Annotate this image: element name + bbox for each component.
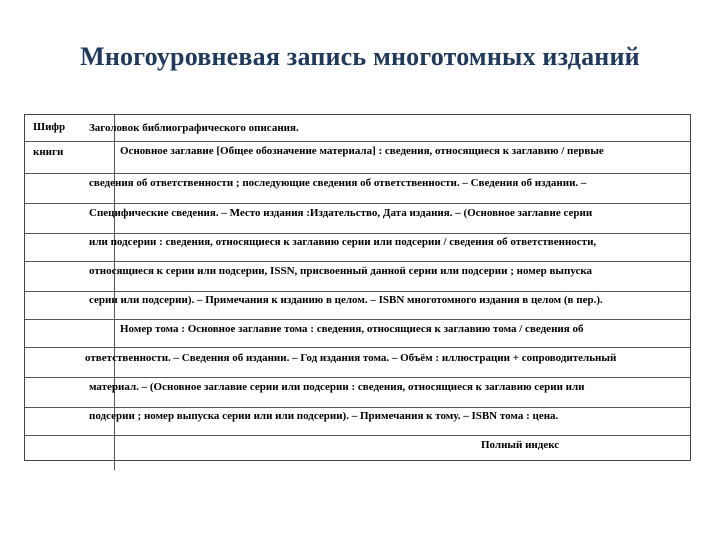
row-line bbox=[25, 435, 690, 436]
row-line bbox=[25, 203, 690, 204]
description-line: сведения об ответственности ; последующие сведения об ответственности. – Сведения об издании. – bbox=[89, 177, 587, 189]
volume-line: Номер тома : Основное заглавие тома : сведения, относящиеся к заглавию тома / сведения об bbox=[120, 323, 584, 335]
volume-line: материал. – (Основное заглавие серии или подсерии : сведения, относящиеся к заглавию серии или bbox=[89, 381, 585, 393]
description-line: или подсерии : сведения, относящиеся к заглавию серии или подсерии / сведения об ответственности, bbox=[89, 236, 597, 248]
row-line bbox=[25, 261, 690, 262]
row-line bbox=[25, 233, 690, 234]
description-line: серии или подсерии). – Примечания к изданию в целом. – ISBN многотомного издания в целом (в пер.). bbox=[89, 294, 603, 306]
row-line bbox=[25, 377, 690, 378]
description-line: Основное заглавие [Общее обозначение материала] : сведения, относящиеся к заглавию / первые bbox=[120, 145, 604, 157]
slide-title: Многоуровневая запись многотомных изданий bbox=[80, 42, 640, 71]
description-line: Специфические сведения. – Место издания :Издательство, Дата издания. – (Основное заглавие серии bbox=[89, 207, 593, 219]
call-number-label: Шифр bbox=[33, 121, 66, 133]
row-line bbox=[25, 319, 690, 320]
row-line bbox=[25, 347, 690, 348]
row-line bbox=[25, 141, 690, 142]
row-line bbox=[25, 291, 690, 292]
volume-line: подсерии ; номер выпуска серии или или подсерии). – Примечания к тому. – ISBN тома : цена. bbox=[89, 410, 559, 422]
full-index-label: Полный индекс bbox=[481, 439, 560, 451]
volume-line: ответственности. – Сведения об издании. – Год издания тома. – Объём : иллюстрации + сопроводительный bbox=[85, 352, 617, 364]
catalog-card-table bbox=[24, 114, 691, 461]
description-line: относящиеся к серии или подсерии, ISSN, присвоенный данной серии или подсерии ; номер выпуска bbox=[89, 265, 593, 277]
row-line bbox=[25, 173, 690, 174]
heading-line: Заголовок библиографического описания. bbox=[89, 122, 299, 134]
call-number-label-line2: книги bbox=[33, 146, 64, 158]
row-line bbox=[25, 407, 690, 408]
